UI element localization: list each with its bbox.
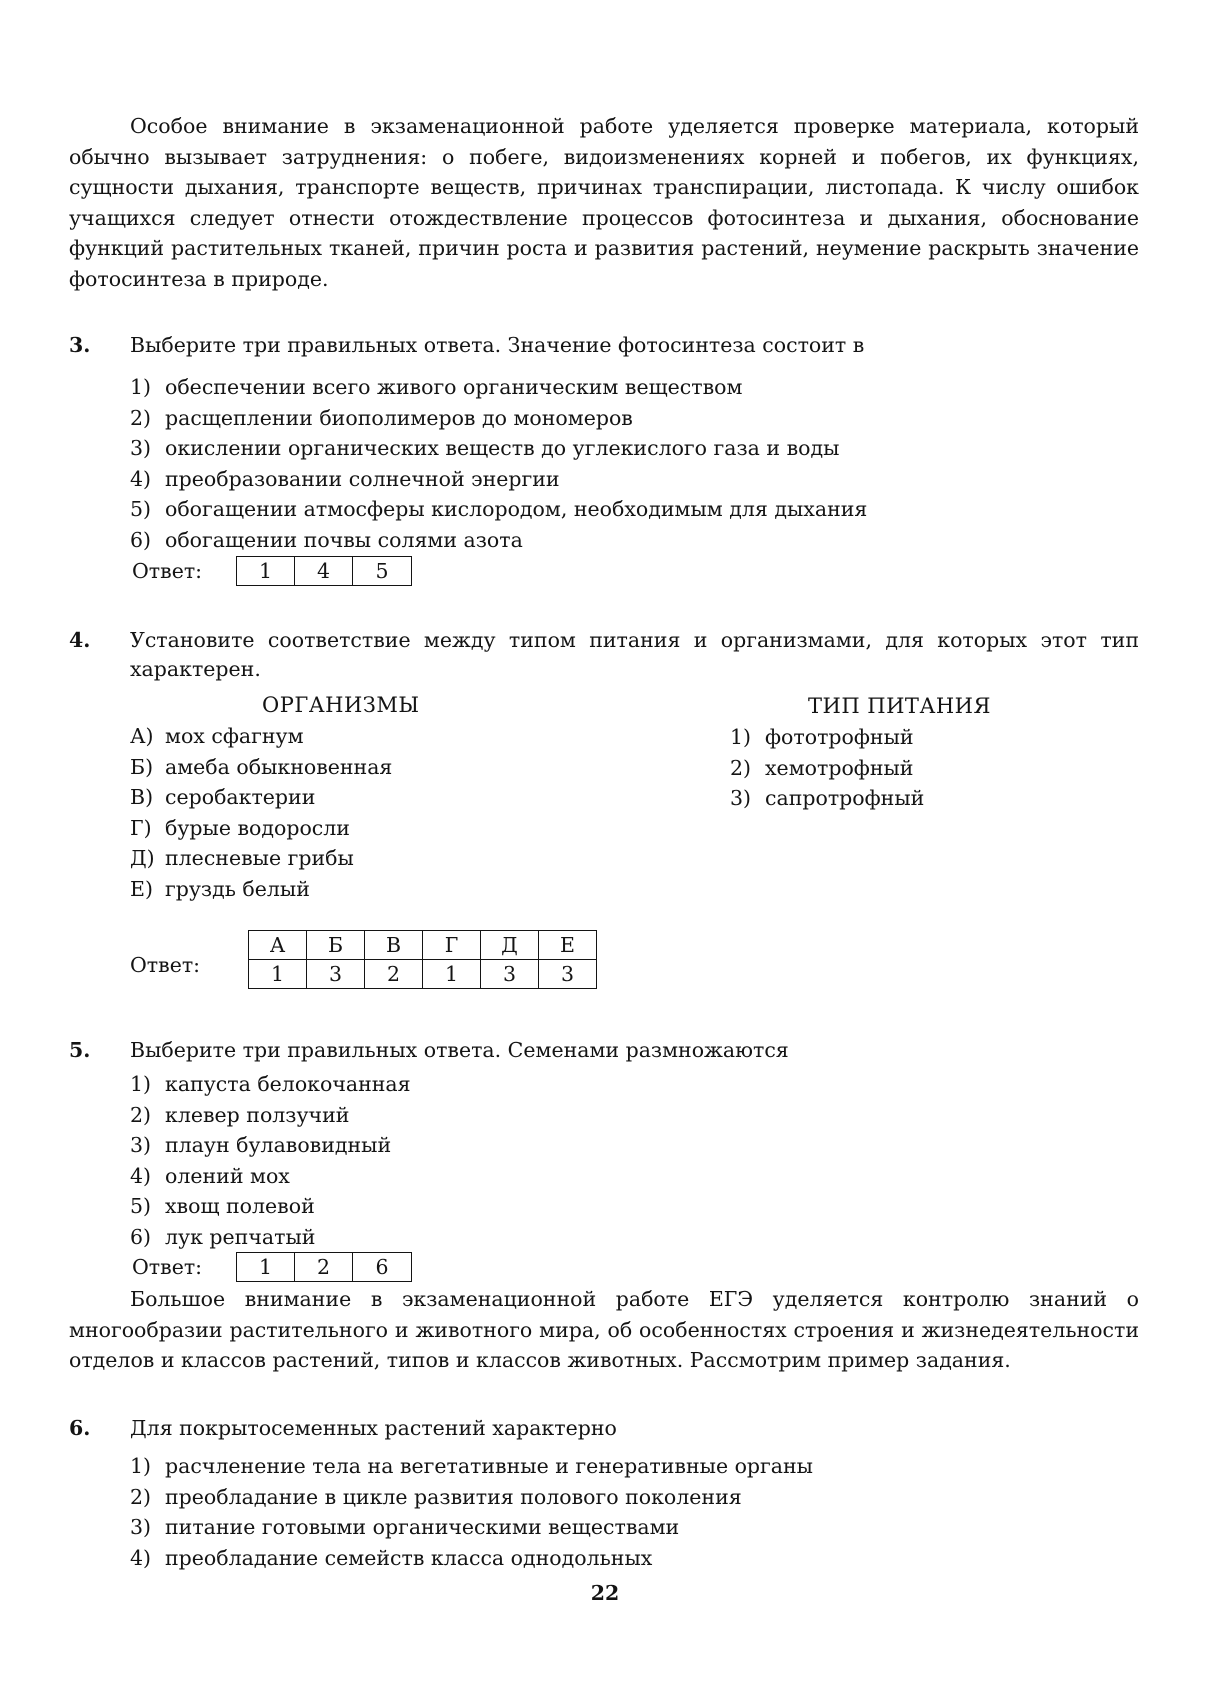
organism-letter: Г) <box>130 815 152 840</box>
question-5-answer-label: Ответ: <box>132 1255 203 1279</box>
option-text: преобладание семейств класса однодольных <box>165 1545 653 1570</box>
organism-letter: А) <box>130 724 154 748</box>
option-number: 2) <box>130 1484 152 1509</box>
option-number: 1) <box>130 375 152 399</box>
organisms-list <box>130 721 392 904</box>
question-4-number: 4. <box>69 628 91 652</box>
answer-table-value: 2 <box>365 960 423 989</box>
answer-table-value: 3 <box>539 960 597 989</box>
option-text: преобладание в цикле развития полового поколения <box>165 1484 742 1509</box>
option <box>130 1543 813 1574</box>
nutrition-type-text: сапротрофный <box>765 786 925 810</box>
question-6-options <box>130 1451 813 1573</box>
question-3-answer-box <box>236 556 412 586</box>
answer-table-header: Б <box>307 931 365 960</box>
option <box>130 1161 411 1192</box>
nutrition-types-list <box>730 722 924 814</box>
option-text: плаун булавовидный <box>165 1133 392 1157</box>
organism-text: серобактерии <box>165 785 316 809</box>
option-number: 4) <box>130 1163 152 1188</box>
option-number: 6) <box>130 527 152 552</box>
organism-letter: Б) <box>130 754 154 779</box>
organism-letter: Д) <box>130 846 155 870</box>
option <box>130 403 867 434</box>
option-text: обогащении атмосферы кислородом, необходимым для дыхания <box>165 497 868 521</box>
answer-cell: 6 <box>375 1255 389 1279</box>
option-text: олений мох <box>165 1163 290 1188</box>
option <box>130 464 867 495</box>
answer-cell: 1 <box>237 1253 295 1281</box>
option-text: хвощ полевой <box>165 1194 315 1218</box>
nutrition-type-item <box>730 783 924 814</box>
organism-item <box>130 752 392 783</box>
question-5-answer-box <box>236 1252 412 1282</box>
option-number: 1) <box>130 1454 152 1478</box>
nutrition-type-item <box>730 753 924 784</box>
option-text: лук репчатый <box>165 1224 316 1249</box>
option <box>130 494 867 525</box>
organism-item <box>130 813 392 844</box>
nutrition-type-text: хемотрофный <box>765 755 914 780</box>
option <box>130 1191 411 1222</box>
option <box>130 525 867 556</box>
question-5-text: Выберите три правильных ответа. Семенами размножаются <box>130 1038 789 1062</box>
option <box>130 433 867 464</box>
answer-table-header: А <box>249 931 307 960</box>
option <box>130 1130 411 1161</box>
organisms-header: ОРГАНИЗМЫ <box>262 693 420 717</box>
option-text: клевер ползучий <box>165 1102 350 1127</box>
answer-table-header: Д <box>481 931 539 960</box>
page-number: 22 <box>590 1581 620 1605</box>
option <box>130 1069 411 1100</box>
question-3-answer-label: Ответ: <box>132 559 203 583</box>
question-4-answer-table <box>248 930 597 989</box>
option-text: питание готовыми органическими веществами <box>165 1515 680 1539</box>
option <box>130 1482 813 1513</box>
option <box>130 1222 411 1253</box>
option-number: 5) <box>130 1194 152 1218</box>
answer-table-value: 3 <box>307 960 365 989</box>
question-3-text: Выберите три правильных ответа. Значение фотосинтеза состоит в <box>130 333 865 357</box>
answer-cell: 2 <box>295 1253 353 1281</box>
option-text: расщеплении биополимеров до мономеров <box>165 405 633 430</box>
organism-text: бурые водоросли <box>165 815 350 840</box>
option-text: окислении органических веществ до углекислого газа и воды <box>165 436 840 460</box>
nutrition-type-text: фототрофный <box>765 725 914 749</box>
option-number: 4) <box>130 466 152 491</box>
answer-table-value-row <box>249 960 597 989</box>
answer-table-header: В <box>365 931 423 960</box>
answer-table-value: 1 <box>423 960 481 989</box>
option-text: расчленение тела на вегетативные и генеративные органы <box>165 1454 813 1478</box>
option-number: 2) <box>130 1102 152 1127</box>
organism-text: груздь белый <box>165 876 310 901</box>
option-text: обогащении почвы солями азота <box>165 527 523 552</box>
option <box>130 1451 813 1482</box>
option-text: обеспечении всего живого органическим веществом <box>165 375 743 399</box>
option-text: преобразовании солнечной энергии <box>165 466 560 491</box>
organism-item <box>130 843 392 874</box>
organism-text: мох сфагнум <box>165 724 304 748</box>
option <box>130 372 867 403</box>
middle-paragraph: Большое внимание в экзаменационной работе ЕГЭ уделяется контролю знаний о многообразии растительного и животного мира, об особенностях строения и жизнедеятельности отделов и классов растений, типов и классов животных. Рассмотрим пример задания. <box>69 1287 1139 1372</box>
option <box>130 1100 411 1131</box>
nutrition-type-number: 2) <box>730 755 752 780</box>
organism-letter: В) <box>130 785 154 809</box>
answer-cell: 5 <box>375 559 389 583</box>
question-6-text: Для покрытосеменных растений характерно <box>130 1416 617 1440</box>
option-number: 6) <box>130 1224 152 1249</box>
question-5-options <box>130 1069 411 1252</box>
question-3-number: 3. <box>69 333 91 357</box>
question-4-answer-label: Ответ: <box>130 953 201 977</box>
organism-item <box>130 874 392 905</box>
answer-cell: 1 <box>237 557 295 585</box>
organism-item <box>130 782 392 813</box>
question-6-number: 6. <box>69 1416 91 1440</box>
answer-table-header: Е <box>539 931 597 960</box>
option-number: 3) <box>130 1133 152 1157</box>
nutrition-type-number: 3) <box>730 786 752 810</box>
organism-text: плесневые грибы <box>165 846 354 870</box>
nutrition-type-header: ТИП ПИТАНИЯ <box>808 694 991 718</box>
organism-item <box>130 721 392 752</box>
answer-table-value: 1 <box>249 960 307 989</box>
answer-table-header: Г <box>423 931 481 960</box>
option-number: 3) <box>130 436 152 460</box>
nutrition-type-number: 1) <box>730 725 752 749</box>
intro-paragraph: Особое внимание в экзаменационной работе уделяется проверке материала, который обычно вызывает затруднения: о побеге, видоизменениях корней и побегов, их функциях, сущности дыхания, транспорте веществ, причинах транспирации, листопада. К числу ошибок учащихся следует отнести отождествление процессов фотосинтеза и дыхания, обоснование функций растительных тканей, причин роста и развития растений, неумение раскрыть значение фотосинтеза в природе. <box>69 114 1139 291</box>
option-text: капуста белокочанная <box>165 1072 411 1096</box>
organism-text: амеба обыкновенная <box>165 754 393 779</box>
option <box>130 1512 813 1543</box>
question-4-text: Установите соответствие между типом питания и организмами, для которых этот тип характерен. <box>130 628 1139 681</box>
option-number: 1) <box>130 1072 152 1096</box>
option-number: 4) <box>130 1545 152 1570</box>
organism-letter: Е) <box>130 876 153 901</box>
option-number: 5) <box>130 497 152 521</box>
option-number: 3) <box>130 1515 152 1539</box>
option-number: 2) <box>130 405 152 430</box>
answer-cell: 4 <box>295 557 353 585</box>
answer-table-value: 3 <box>481 960 539 989</box>
question-5-number: 5. <box>69 1038 91 1062</box>
nutrition-type-item <box>730 722 924 753</box>
question-3-options <box>130 372 867 555</box>
answer-table-header-row <box>249 931 597 960</box>
